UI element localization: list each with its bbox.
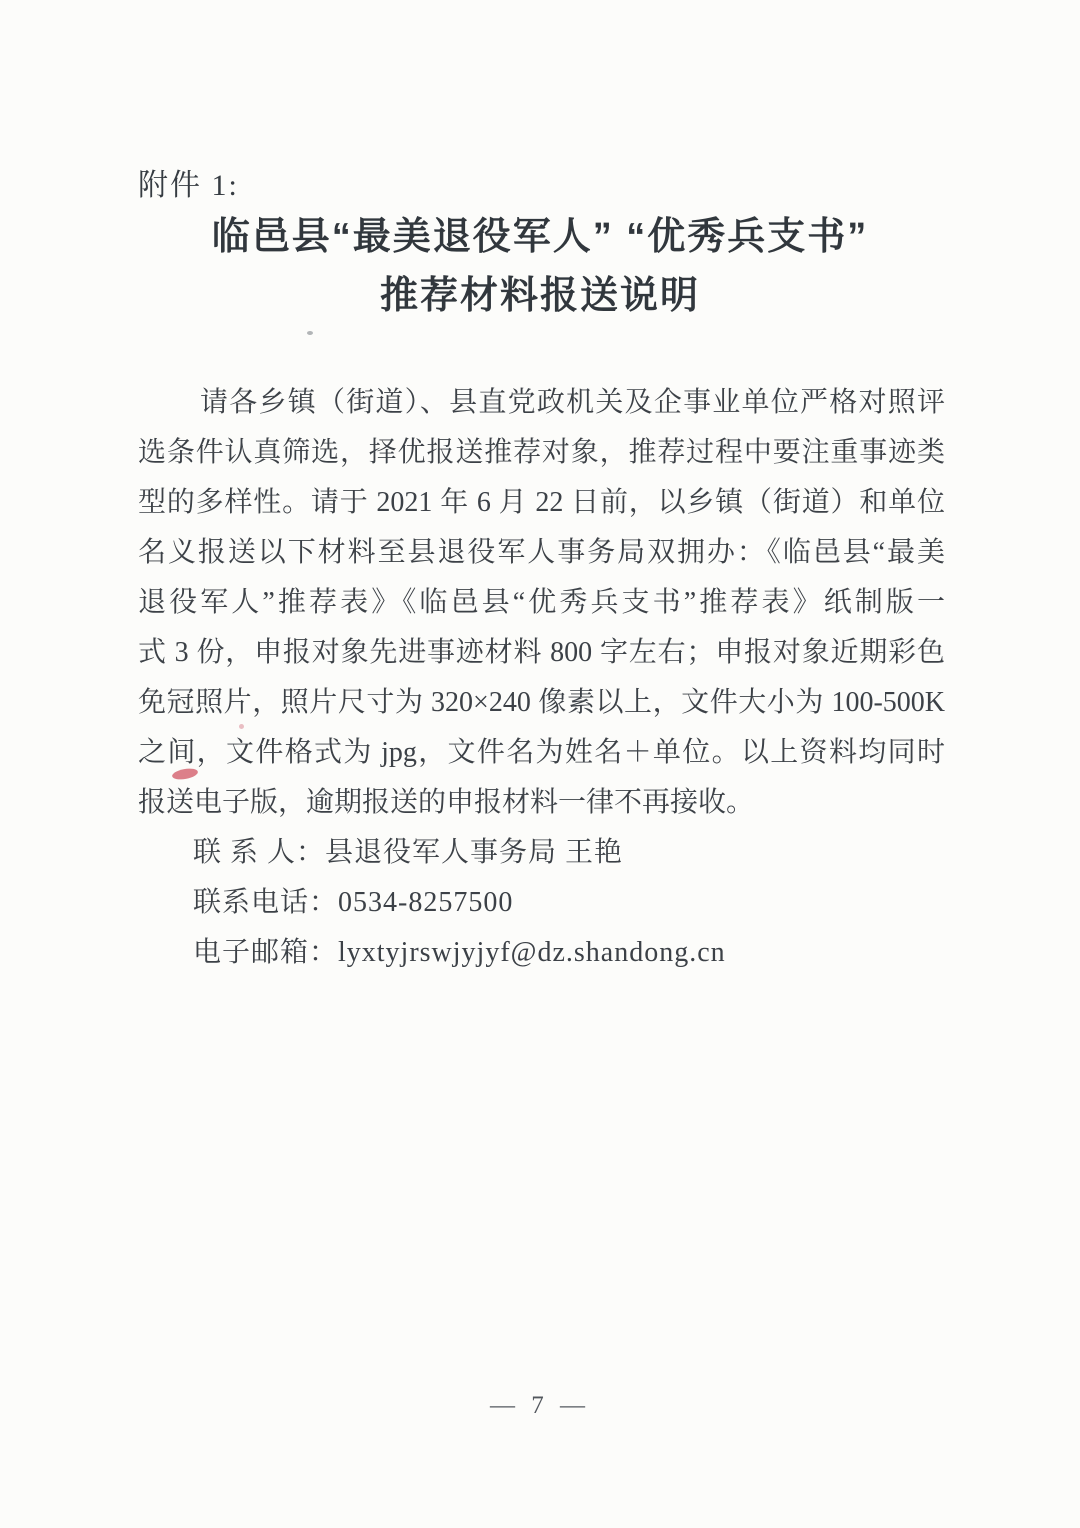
paragraph-line: 免冠照片，照片尺寸为 320×240 像素以上，文件大小为 100-500K (138, 687, 945, 718)
attachment-label: 附件 1: (138, 169, 239, 202)
document-title (90, 208, 990, 326)
contact-person-line: 联 系 人：县退役军人事务局 王艳 (193, 837, 624, 868)
paragraph-line: 型的多样性。请于 2021 年 6 月 22 日前，以乡镇（街道）和单位 (138, 487, 945, 518)
gray-scan-speck (307, 331, 313, 335)
page-number: — 7 — (490, 1392, 590, 1419)
document-body (138, 378, 945, 978)
pink-scan-speck (239, 724, 244, 729)
paragraph-line: 式 3 份，申报对象先进事迹材料 800 字左右；申报对象近期彩色 (138, 637, 945, 668)
paragraph-line: 退役军人”推荐表》《临邑县“优秀兵支书”推荐表》纸制版一 (138, 587, 945, 618)
contact-phone-line: 联系电话：0534-8257500 (193, 887, 514, 918)
paragraph-line: 请各乡镇（街道）、县直党政机关及企事业单位严格对照评 (200, 387, 945, 418)
paragraph-line: 选条件认真筛选，择优报送推荐对象，推荐过程中要注重事迹类 (138, 437, 945, 468)
paragraph-line: 名义报送以下材料至县退役军人事务局双拥办：《临邑县“最美 (138, 537, 945, 568)
document-title-line-1: 临邑县“最美退役军人” “优秀兵支书” (211, 216, 869, 258)
contact-email-line: 电子邮箱：lyxtyjrswjyjyf@dz.shandong.cn (193, 937, 726, 968)
paragraph-line: 之间，文件格式为 jpg，文件名为姓名＋单位。以上资料均同时 (138, 737, 945, 768)
paragraph-line: 报送电子版，逾期报送的申报材料一律不再接收。 (138, 787, 755, 818)
document-title-line-2: 推荐材料报送说明 (379, 275, 700, 317)
